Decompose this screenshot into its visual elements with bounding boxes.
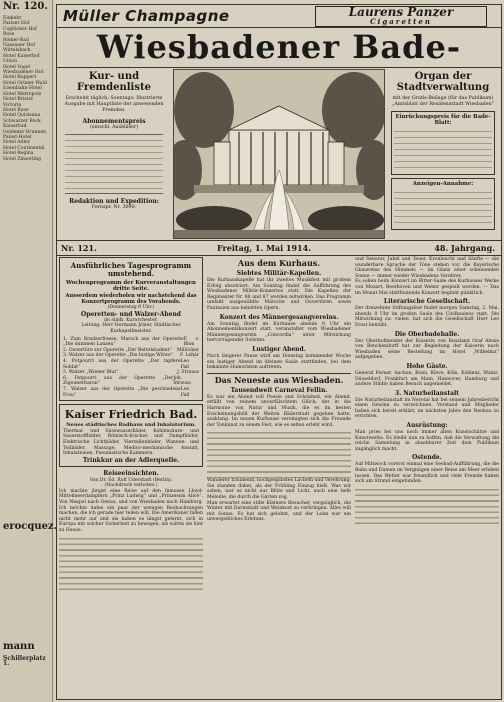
col3-text6: Die Naturheilanstalt im Nerotal hat bei seinem Jahresbericht einen Gewinn zu verzeichnen. Vorstand und Mitglieder haben sich bereit erklärt, im nächsten Jahre den Neubau zu errichten.: [355, 397, 499, 420]
program-item: 2. Ouvertüre zur Operette „Der Bettelstudent“ Millöcker: [63, 347, 199, 353]
program-item: 1. Zum Bradzerfresse, Marsch aus der Operette „Die dummen Lanzen“ F. v. Blon: [63, 336, 199, 348]
kurhaus-text3: Nach längerer Pause wird am Dienstag kommender Woche ein lustiger Abend im kleinen Saale stattfinden, bei dem bekannte Humoristen auftreten.: [207, 353, 351, 371]
article-title: Reiseeinsichten.: [103, 469, 159, 477]
column-1: [59, 257, 203, 697]
kaiser-title: Kaiser Friedrich Bad.: [64, 408, 198, 422]
leftbox-sub: Abonnementspreis: [82, 118, 146, 125]
issue-year: 48. Jahrgang.: [434, 243, 495, 253]
neueste-text4: Es war ein Abend voll Poesie und Schönheit, ein Abend, erfüllt von reinem unverfälschtem Glück, der in die Harmonie von Natur und Musik, die es im besten Erscheinungsbild der Weiten Bäderstadt gegeben hatte, ausklang. Im neuen Kurhause vereinigten sich die Freunde der Tonkunst zu einem Fest, wie es selten erlebt wird.: [207, 394, 351, 428]
masthead-title: Wiesbadener Bade-: [57, 27, 501, 68]
rightbox-frame-2: [391, 178, 495, 230]
strip-text: Einkehr Pariser Hof Coglücker Hof Rose Römer-Bad Nassauer Hof Wittelsbach Hotel Kaiserhof Union Hotel Vogel Wiesbadener Hof Hotel Ruppert Hotel Grüner Wald Eisenbahn-Hotel Hotel Metropole Hotel Bristol Victoria Hotel Rose Hotel Quisisana Schwarzer Bock Kaiserbad Goldener Brunnen Palast-Hotel Hotel Adler Hotel Continental Hotel Regina Hotel Zinserling: [3, 16, 47, 162]
kurhaus-drawing: [174, 70, 384, 238]
organ-stadtverwaltung-box: [387, 69, 499, 239]
program-item: 7. Walzer aus der Operette „Die geschiedene Frau“ Leo Fall: [63, 386, 190, 398]
col3-text1: und Senorer, Juhel und Teuer, Kronleucht und Sänfte — die wunderbare Sprache der Töne stehen vor, die Bayerische Glanzreise des Himmels — im Glanz einer scheinenden Sonne — immer wieder Wiesbadens Verehrer.: [355, 257, 499, 279]
column-3: [355, 257, 499, 697]
rightbox-title-1: Organ der: [414, 71, 472, 82]
neueste-heading: Das Neueste aus Wiesbaden.: [214, 374, 344, 385]
strip-bottom-2: mann: [3, 641, 35, 652]
kaiser-foot: Trinkkur an der Adlerquelle.: [82, 456, 180, 464]
article-note: (Nachdruck verboten.): [104, 483, 158, 489]
rightbox-frame: [391, 111, 495, 175]
col3-sub5: Ausrüstung:: [406, 422, 448, 430]
neueste-sub: Tausendweit Carneval Fellin.: [230, 386, 328, 394]
leftbox-title-2: Fremdenliste: [77, 82, 151, 93]
issue-number: Nr. 121.: [61, 243, 97, 253]
top-advertisements: [57, 5, 501, 28]
rightbox-title-2: Stadtverwaltung: [396, 82, 490, 93]
program-concert: Operetten- und Walzer-Abend: [80, 310, 181, 318]
col3-text8: Auf Mittwoch vorerst einmal eine Seebad-Aufführung, die die Bahn und Damen im Vergnügen einer Reise am Meer erleben lassen. Das Wetter war freundlich und viele Fremde haben sich am Strand eingefunden.: [355, 462, 499, 485]
leftbox-price-note: (einschl. Ausbläser): [89, 125, 139, 130]
leftbox-note: Erscheint täglich; Sonntags: Illustrierte Ausgabe mit Hauptliste der anwesenden Fremden.: [64, 96, 164, 113]
left-margin-strip: [0, 0, 58, 702]
program-orchestra: im städt. Kurorchester.: [104, 317, 158, 323]
col3-text2: Es sollen beim Konzert im Ritter-Saale des Kurhauses Werke von Mozart, Beethoven und Weber gespielt werden. — Das im Monat Mai stattfindende Konzert beginnt pünktlich.: [355, 279, 499, 296]
leftbox-price-table: [65, 134, 163, 194]
article-text-continued: [59, 534, 203, 594]
col3-sub6: Ostende.: [412, 454, 442, 462]
column-2: [207, 257, 351, 697]
rightbox-note: mit der Gratis-Beilage (für das Publikum) „Amtsblatt der Residenzstadt Wiesbaden“: [391, 96, 495, 107]
program-item: 3. Walzer aus der Operette „Die lustige Witwe“ F. Lehár: [63, 353, 199, 359]
col3-text7: Man pries bei uns noch immer alten Kunstschätze und Kunstwerke. Es bleibt nun zu hoffen, daß die Verwaltung die reiche Sammlung in absehbarer Zeit dem Publikum zugänglich macht.: [355, 430, 499, 452]
ad-laurens-sub: Cigaretten: [370, 17, 432, 26]
program-item: 5. Walzer „Wiener Blut“ J. Strauss: [63, 370, 199, 376]
kurhaus-sub2: Konzert des Männergesangvereins.: [219, 313, 339, 321]
program-box-title: Ausführliches Tagesprogramm umstehend.: [70, 261, 192, 278]
col3-filler: [355, 485, 499, 525]
leftbox-title-1: Kur- und: [88, 71, 140, 82]
kurhaus-text1: Die Kurhauskapelle hat ihr zweites Musikfest mit großem Erfolg absolviert. Am Sonntag findet die Aufführung des Wiesbadener Militär-Konzertes statt. Die Kapellen der Regimenter Nr. 80 und 87 werden mitwirken. Das Programm umfaßt ausgewählte Märsche und Ouvertüren sowie Fantasien aus beliebten Opern.: [207, 278, 351, 311]
program-box-text2: Ausserdem wiederholen wir nachstehend das Konzertprogramm des Vorabends.: [65, 292, 197, 306]
leftbox-redaction: Redaktion und Expedition:: [69, 198, 159, 205]
issue-date: Freitag, 1. Mai 1914.: [217, 243, 311, 253]
program-box-text: Wochenprogramm der Kurveranstaltungen dritte Seite.: [66, 280, 196, 293]
main-sheet: [56, 4, 502, 700]
divider: [207, 373, 351, 374]
article-author: Von Dr. Ed. Rolf Uderstadt (Berlin).: [89, 477, 173, 483]
ad-mueller-champagne: Müller Champagne: [63, 7, 230, 25]
strip-bottom-3: Schillerplatz 1.: [3, 655, 46, 668]
program-item: 4. Potpourri aus der Operette „Der tapfere Soldat“ Leo Fall: [63, 358, 190, 370]
kurhaus-illustration: [173, 69, 385, 239]
kurhaus-sub1: Siebtes Militär-Kapellen.: [236, 270, 322, 277]
dateline: [57, 240, 501, 256]
col3-sub2: Die Oberbadehalle.: [394, 330, 460, 338]
kurhaus-text2: Am Sonntag findet im Kurhause abends 8 Uhr ein Abonnementskonzert statt, veranstaltet vom Wiesbadener Männergesangverein „Concordia“ unter Mitwirkung hervorragender Solisten.: [207, 321, 351, 344]
ad-laurens-brand: Laurens Panzer: [348, 5, 454, 19]
kurhaus-sub3: Lustiger Abend.: [252, 345, 306, 353]
col3-sub3: Hohe Gäste.: [406, 362, 448, 370]
program-box-sub: (Donnerstag 8 Uhr.): [107, 305, 155, 311]
kaiser-text: Thermal- und Süsswasserbäder, Kohlensäure- und Sauerstoffbäder, Römisch-Irisches und Dampfbäder, Elektrische Lichtbäder, Vierzellenbäder, Wannen- und Teilbäder, Massage, Medico-mechanische Anstalt, Inhalationen, Pneumatische Kammern.: [63, 428, 199, 457]
kaiser-sub: Neues städtisches Badhaus und Inhalatorium.: [66, 422, 196, 429]
col3-text4: Der Oberhofmeister der Kaiserin von Russland Graf Alexis von Benckendorff hat zur Begleitung der Kaiserin nach Wiesbaden seine Bestellung im Hotel „Wilhelma“ aufgegeben.: [355, 338, 499, 361]
kur-fremdenliste-box: [59, 69, 169, 239]
article-text: Ich machte jüngst eine Reise auf den famosen Lloyd-Mittelmeerdampfern „Prinz Ludwig“ und „Prinzessin Alice“. Von Neapel nach Genua, und von Wiesbaden nach Hamburg. Ich möchte dabei ein paar der wenigen Beobachtungen machen, die ich gerade hier teilen will. Die Amerikaner fallen nicht mehr auf und sie haben es längst gelernt, sich in Europa mit solcher Sicherheit zu bewegen, als wären sie hier zu Hause.: [59, 488, 203, 534]
col3-sub4: 3. Naturheilanstalt: [394, 389, 460, 397]
ad-laurens-panzer: [315, 6, 487, 27]
program-box: [59, 257, 203, 401]
program-lead: Leitung: Herr Hermann Jrmer, Städtischer Kurkapellmeister.: [81, 323, 181, 334]
neueste-text6: Man erwartet eine stille Kleinere Besucher, vergnüglich, die Winter mit Darmstadt und Weinkost zu verbringen. Alles will mit Sonne. Es hat sich gelohnt, und der Lohn war ein unvergeßliches Erlebnis.: [207, 500, 351, 523]
program-item: 6. Potpourri aus der Operette „Der Zigeunerbaron“ Joh. Strauss: [63, 375, 191, 387]
rightbox-sub2: Anzeigen-Annahme:: [412, 181, 474, 187]
col3-text5: General Ferner, Aachen, Bonn, Kleve, Köln, Koblenz, Mainz, Düsseldorf, Frankfurt am Main, Hannover, Hamburg und andere Städte haben Besuch angemeldet.: [355, 370, 499, 388]
kurhaus-heading: Aus dem Kurhaus.: [237, 258, 321, 268]
leftbox-phone: Fernspr. Nr. 3690.: [91, 205, 137, 210]
neueste-text5: Wanderer träumend, hochgespinstes Lächeln und Verehrung; Sie standen dabei, als der Frühling Einzug hielt. Was wir sahen, war es nicht nur Blüte und Licht, auch eine tiefe Melodie, die durch die Gärten zog.: [207, 478, 351, 501]
strip-bottom-1: erocquez.: [3, 521, 58, 532]
kaiser-friedrich-bad-ad: [59, 404, 203, 467]
neueste-filler: [207, 428, 351, 478]
rightbox-sub: Einrückungspreis für die Bade-Blatt:: [395, 114, 491, 126]
rightbox-annahme-lines: [394, 187, 492, 227]
rightbox-price-lines: [394, 126, 492, 172]
strip-number: Nr. 120.: [3, 1, 48, 12]
col3-sub1: Literarische Gesellschaft.: [383, 298, 471, 306]
col3-text3: Der dreizehnte Stiftungsfest findet morgen Samstag, 2. Mai, abends 8 Uhr im großen Saale des Civilkasinos statt. Die Mitwirkung zu: vielen, hat sich die Gesellschaft Herr Leo Frost bemüht.: [355, 306, 499, 328]
